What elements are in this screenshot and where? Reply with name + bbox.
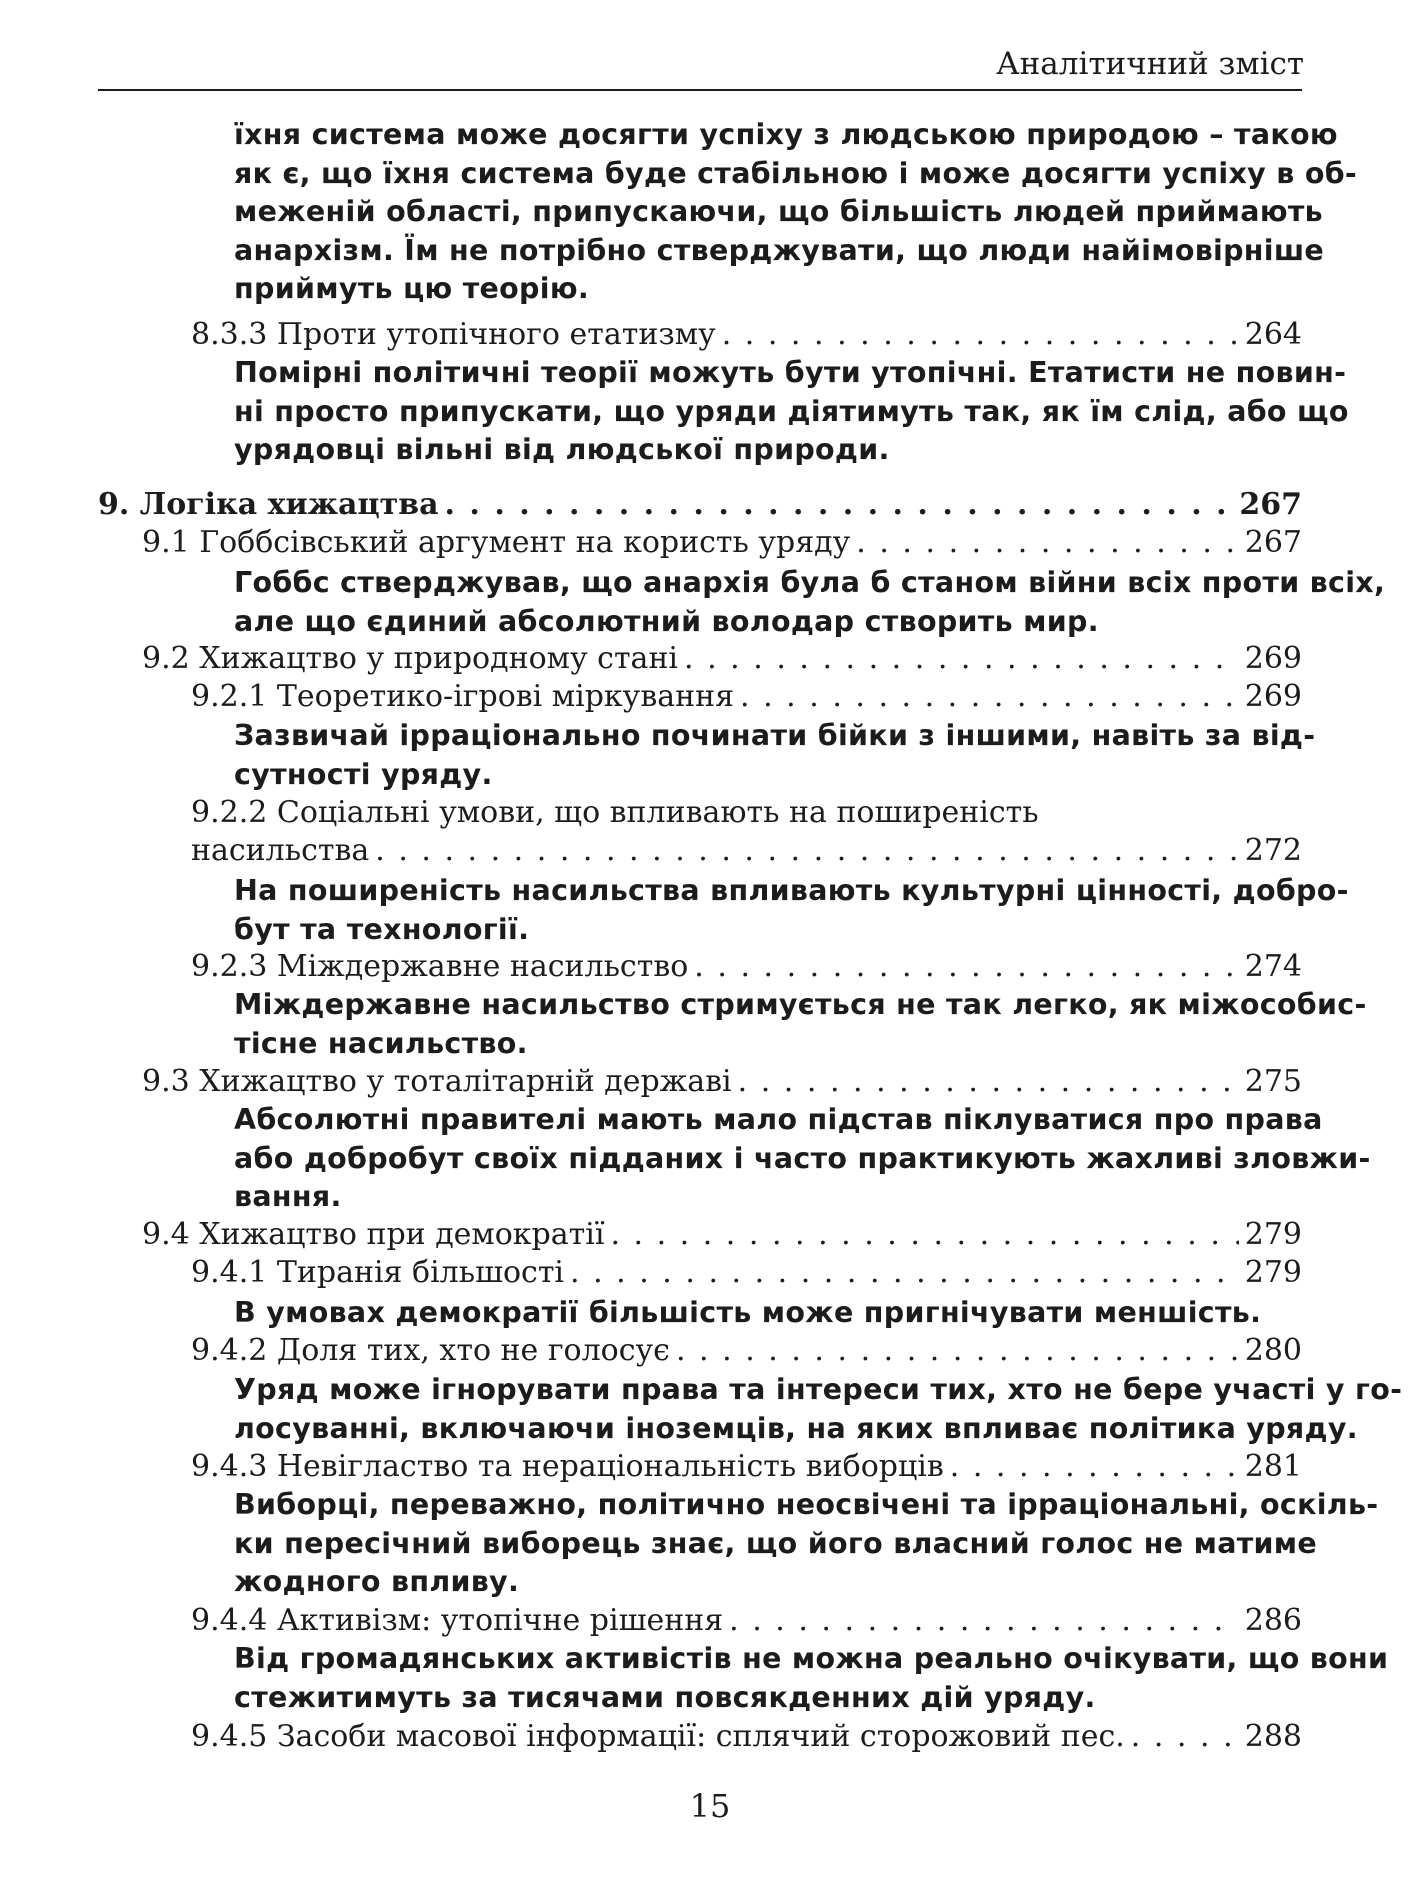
page-header-title: Аналітичний зміст: [996, 46, 1304, 82]
toc-entry-9-2-3[interactable]: [191, 948, 1302, 986]
entry-title: 9.4.3 Невігластво та нераціональність виборців: [191, 1449, 944, 1484]
page-number: 279: [1244, 1255, 1302, 1290]
desc-line: бут та технології.: [234, 912, 530, 946]
toc-entry-9-2-2[interactable]: [191, 832, 1302, 870]
toc-entry-9-4-5[interactable]: [191, 1718, 1302, 1756]
desc-line: вання.: [234, 1180, 342, 1213]
entry-description: [234, 1640, 1389, 1717]
page-number: 269: [1244, 641, 1302, 676]
desc-line: сутності уряду.: [234, 757, 493, 791]
leader-dots: [676, 1332, 1239, 1370]
leader-dots: [950, 1448, 1239, 1486]
entry-description: [234, 564, 1386, 641]
toc-entry-8-3-3[interactable]: [191, 316, 1302, 354]
desc-line: як є, що їхня система буде стабільною і може досягти успіху в об-: [234, 156, 1358, 190]
leader-dots: [856, 524, 1238, 562]
leader-dots: [684, 640, 1239, 678]
entry-title-line[interactable]: 9.2.2 Соціальні умови, що впливають на поширеність: [191, 795, 1039, 830]
leader-dots: [729, 1602, 1239, 1640]
toc-entry-9-4-1[interactable]: [191, 1254, 1302, 1292]
desc-line: тісне насильство.: [234, 1026, 528, 1060]
entry-title: 9.2.1 Теоретико-ігрові міркування: [191, 679, 735, 714]
entry-title: 9.1 Гоббсівський аргумент на користь уряду: [142, 525, 851, 560]
page-number: 264: [1244, 317, 1302, 352]
desc-line: лосуванні, включаючи іноземців, на яких впливає політика уряду.: [234, 1411, 1358, 1445]
toc-entry-9-3[interactable]: [142, 1063, 1302, 1101]
desc-line: анархізм. Їм не потрібно стверджувати, що люди найімовірніше: [234, 233, 1325, 267]
page-number: 275: [1244, 1064, 1302, 1099]
desc-line: їхня система може досягти успіху з людською природою – такою: [234, 118, 1338, 151]
page-number: 274: [1244, 949, 1302, 984]
entry-title: 9.2 Хижацтво у природному стані: [142, 641, 679, 676]
leader-dots: [445, 486, 1234, 524]
page-number: 269: [1244, 679, 1302, 714]
page-number: 272: [1244, 833, 1302, 868]
leader-dots: [570, 1254, 1239, 1292]
leader-dots: [610, 1216, 1238, 1254]
desc-line: але що єдиний абсолютний володар створить мир.: [234, 604, 1099, 638]
toc-entry-9-1[interactable]: [142, 524, 1302, 562]
page-number: 281: [1244, 1449, 1302, 1484]
leader-dots: [722, 316, 1239, 354]
entry-title: насильства: [191, 833, 370, 868]
toc-entry-9-4[interactable]: [142, 1216, 1302, 1254]
entry-description: [234, 986, 1367, 1063]
entry-description: [234, 1371, 1403, 1448]
desc-line: урядовці вільні від людської природи.: [234, 433, 890, 466]
entry-title: 9.3 Хижацтво у тоталітарній державі: [142, 1064, 732, 1099]
desc-line: жодного впливу.: [234, 1565, 520, 1598]
desc-line: Міждержавне насильство стримується не так легко, як міжособис-: [234, 988, 1367, 1021]
desc-line: або добробут своїх підданих і часто практикують жахливі зловжи-: [234, 1141, 1371, 1175]
leader-dots: [1131, 1718, 1239, 1756]
toc-entry-9-4-3[interactable]: [191, 1448, 1302, 1486]
leader-dots: [375, 832, 1238, 870]
toc-entry-9-2-1[interactable]: [191, 678, 1302, 716]
toc-entry-chapter-9[interactable]: [98, 486, 1302, 524]
desc-line: меженій області, припускаючи, що більшість людей приймають: [234, 195, 1323, 228]
leader-dots: [740, 678, 1239, 716]
page-number: 279: [1244, 1217, 1302, 1252]
entry-title: 8.3.3 Проти утопічного етатизму: [191, 317, 716, 352]
toc-entry-9-4-4[interactable]: [191, 1602, 1302, 1640]
desc-line: На поширеність насильства впливають культурні цінності, добро-: [234, 874, 1349, 907]
entry-title: 9.4.4 Активізм: утопічне рішення: [191, 1603, 724, 1638]
entry-title: 9.4.2 Доля тих, хто не голосує: [191, 1333, 670, 1368]
page-number: 286: [1244, 1603, 1302, 1638]
entry-description: [234, 1294, 1262, 1333]
toc-entry-9-4-2[interactable]: [191, 1332, 1302, 1370]
entry-description: [234, 717, 1316, 794]
desc-line: Гоббс стверджував, що анархія була б станом війни всіх проти всіх,: [234, 566, 1386, 599]
header-rule: [98, 89, 1302, 91]
desc-line: Від громадянських активістів не можна реально очікувати, що вони: [234, 1642, 1389, 1675]
entry-description: [234, 1486, 1379, 1602]
desc-line: приймуть цю теорію.: [234, 272, 589, 305]
desc-line: В умовах демократії більшість може пригнічувати меншість.: [234, 1296, 1262, 1329]
desc-line: ки пересічний виборець знає, що його власний голос не матиме: [234, 1526, 1318, 1560]
toc-entry-9-2[interactable]: [142, 640, 1302, 678]
entry-description: [234, 872, 1349, 949]
entry-title: 9.4.1 Тиранія більшості: [191, 1255, 565, 1290]
entry-description: [234, 354, 1349, 470]
page-number: 267: [1244, 525, 1302, 560]
entry-description: [234, 1101, 1371, 1217]
desc-line: ні просто припускати, що уряди діятимуть так, як їм слід, або що: [234, 394, 1349, 428]
entry-title: 9.4 Хижацтво при демократії: [142, 1217, 605, 1252]
desc-line: Уряд може ігнорувати права та інтереси тих, хто не бере участі у го-: [234, 1373, 1403, 1406]
leader-dots: [738, 1063, 1239, 1101]
page-number: 288: [1244, 1719, 1302, 1754]
page-number: 267: [1239, 487, 1302, 522]
desc-line: Зазвичай ірраціонально починати бійки з іншими, навіть за від-: [234, 719, 1316, 752]
entry-title: 9.2.3 Міждержавне насильство: [191, 949, 689, 984]
footer-page-number: 15: [689, 1787, 731, 1825]
leader-dots: [694, 948, 1238, 986]
desc-line: стежитимуть за тисячами повсякденних дій уряду.: [234, 1680, 1096, 1714]
chapter-title: 9. Логіка хижацтва: [98, 487, 439, 522]
desc-line: Виборці, переважно, політично неосвічені та ірраціональні, оскіль-: [234, 1488, 1379, 1521]
entry-description: [234, 116, 1358, 309]
page-number: 280: [1244, 1333, 1302, 1368]
entry-title: 9.4.5 Засоби масової інформації: сплячий сторожовий пес.: [191, 1719, 1125, 1754]
desc-line: Абсолютні правителі мають мало підстав піклуватися про права: [234, 1103, 1323, 1136]
desc-line: Помірні політичні теорії можуть бути утопічні. Етатисти не повин-: [234, 356, 1347, 389]
